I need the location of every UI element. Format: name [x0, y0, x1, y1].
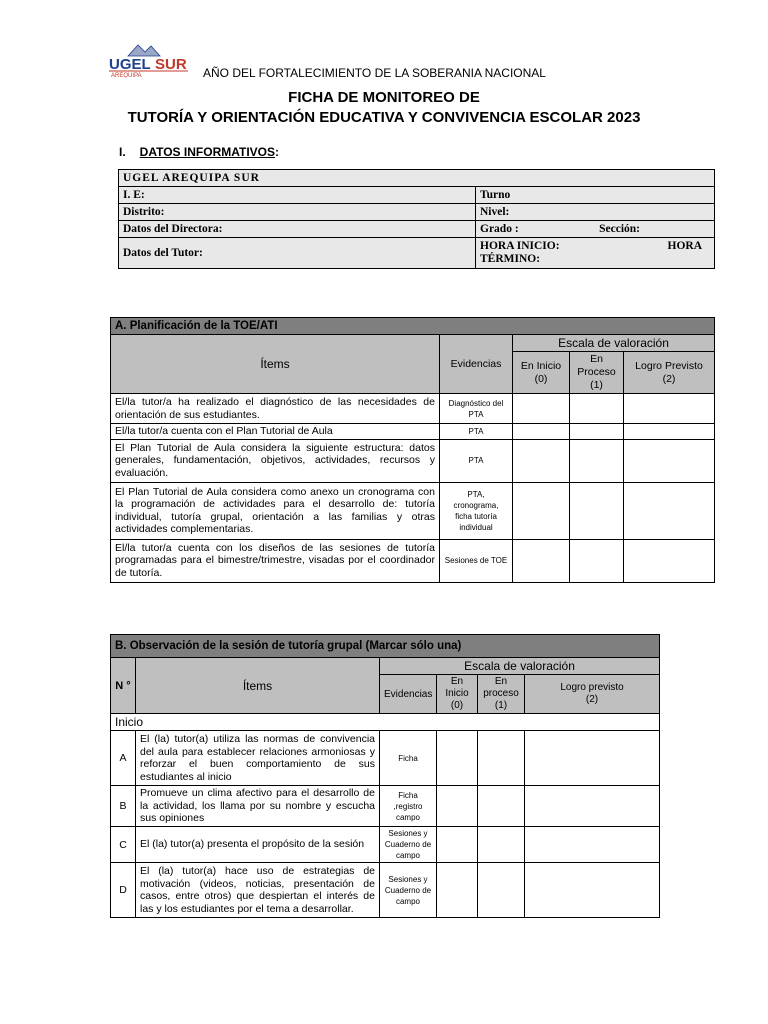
table-row: El/la tutor/a ha realizado el diagnóstico de las necesidades de orientación de sus estudiantes. Diagnóstico del PTA — [111, 394, 715, 424]
col-escala: Escala de valoración — [380, 658, 660, 675]
section-datos-informativos: I. DATOS INFORMATIVOS: — [119, 145, 280, 159]
observacion-table — [110, 634, 660, 918]
directora-field[interactable]: Datos del Directora: — [119, 221, 476, 238]
inicio-row: Inicio — [111, 714, 660, 731]
nivel-field[interactable]: Nivel: — [476, 204, 715, 221]
grado-label: Grado : — [480, 222, 519, 235]
check-cell[interactable] — [513, 424, 570, 440]
col-en-inicio: En Inicio (0) — [513, 352, 570, 394]
col-en-inicio: En Inicio (0) — [437, 675, 478, 714]
check-cell[interactable] — [525, 731, 660, 786]
check-cell[interactable] — [624, 539, 715, 582]
seccion-label: Sección: — [599, 222, 640, 235]
table-row: El/la tutor/a cuenta con el Plan Tutorial de Aula PTA — [111, 424, 715, 440]
grado-seccion-field[interactable] — [476, 221, 715, 238]
datos-informativos-table — [118, 169, 715, 269]
ie-field[interactable]: I. E: — [119, 187, 476, 204]
check-cell[interactable] — [525, 863, 660, 918]
table-row: A El (la) tutor(a) utiliza las normas de convivencia del aula para establecer relaciones armoniosas y reforzar el buen comportamiento de sus estudiantes al inicio Ficha — [111, 731, 660, 786]
ugel-cell: UGEL AREQUIPA SUR — [119, 170, 715, 187]
table-row: C El (la) tutor(a) presenta el propósito de la sesión Sesiones y Cuaderno de campo — [111, 827, 660, 863]
termino-label: TÉRMINO: — [480, 253, 541, 265]
col-en-proceso: En Proceso (1) — [570, 352, 624, 394]
document-title-line2: TUTORÍA Y ORIENTACIÓN EDUCATIVA Y CONVIVENCIA ESCOLAR 2023 — [127, 109, 641, 126]
check-cell[interactable] — [437, 786, 478, 827]
col-evidencias: Evidencias — [380, 675, 437, 714]
svg-text:UGEL: UGEL — [109, 56, 151, 73]
check-cell[interactable] — [624, 439, 715, 482]
planificacion-table — [110, 317, 715, 583]
check-cell[interactable] — [570, 482, 624, 539]
col-items: Ítems — [136, 658, 380, 714]
col-logro: Logro Previsto (2) — [624, 352, 715, 394]
col-logro: Logro previsto (2) — [525, 675, 660, 714]
table-row: El Plan Tutorial de Aula considera como anexo un cronograma con la programación de actividades para el desarrollo de: tutoría individual, tutoría grupal, orientación a las familias y otras actividades complementarias. PTA, cronograma, ficha tutoría individual — [111, 482, 715, 539]
section-label: DATOS INFORMATIVOS — [139, 145, 276, 159]
check-cell[interactable] — [624, 482, 715, 539]
table-row: El/la tutor/a cuenta con los diseños de las sesiones de tutoría programadas para el bimestre/trimestre, visadas por el coordinador de tutoría. Sesiones de TOE — [111, 539, 715, 582]
document-title-line1: FICHA DE MONITOREO DE — [288, 89, 480, 106]
col-numero: N ° — [111, 658, 136, 714]
col-en-proceso: En proceso (1) — [478, 675, 525, 714]
check-cell[interactable] — [570, 424, 624, 440]
section-number: I. — [119, 145, 126, 159]
check-cell[interactable] — [478, 863, 525, 918]
svg-text:AREQUIPA: AREQUIPA — [111, 73, 142, 78]
check-cell[interactable] — [624, 424, 715, 440]
table-row: B Promueve un clima afectivo para el desarrollo de la actividad, los llama por su nombre y escucha sus opiniones Ficha ,registro campo — [111, 786, 660, 827]
check-cell[interactable] — [437, 827, 478, 863]
col-escala: Escala de valoración — [513, 335, 715, 352]
check-cell[interactable] — [478, 786, 525, 827]
tutor-field[interactable]: Datos del Tutor: — [119, 238, 476, 269]
svg-text:SUR: SUR — [155, 56, 187, 73]
check-cell[interactable] — [478, 827, 525, 863]
hora-label: HORA — [667, 240, 702, 252]
check-cell[interactable] — [525, 786, 660, 827]
check-cell[interactable] — [437, 731, 478, 786]
distrito-field[interactable]: Distrito: — [119, 204, 476, 221]
check-cell[interactable] — [525, 827, 660, 863]
check-cell[interactable] — [437, 863, 478, 918]
check-cell[interactable] — [513, 439, 570, 482]
table-row: D El (la) tutor(a) hace uso de estrategias de motivación (videos, noticias, presentación de casos, entre otros) que despiertan el interés de las y los estudiantes por el tema a desarrollar. Sesiones y Cuaderno de campo — [111, 863, 660, 918]
table-b-title: B. Observación de la sesión de tutoría grupal (Marcar sólo una) — [111, 635, 660, 658]
col-items: Ítems — [111, 335, 440, 394]
turno-field[interactable]: Turno — [476, 187, 715, 204]
table-a-title: A. Planificación de la TOE/ATI — [111, 318, 715, 335]
check-cell[interactable] — [570, 394, 624, 424]
check-cell[interactable] — [570, 439, 624, 482]
col-evidencias: Evidencias — [440, 335, 513, 394]
hora-field[interactable] — [476, 238, 715, 269]
year-motto: AÑO DEL FORTALECIMIENTO DE LA SOBERANIA NACIONAL — [203, 66, 546, 80]
hora-inicio-label: HORA INICIO: — [480, 240, 560, 252]
table-row: El Plan Tutorial de Aula considera la siguiente estructura: datos generales, fundamentación, objetivos, actividades, recursos y evaluación. PTA — [111, 439, 715, 482]
check-cell[interactable] — [624, 394, 715, 424]
ugel-logo — [108, 42, 192, 78]
check-cell[interactable] — [570, 539, 624, 582]
check-cell[interactable] — [513, 482, 570, 539]
check-cell[interactable] — [513, 539, 570, 582]
check-cell[interactable] — [513, 394, 570, 424]
check-cell[interactable] — [478, 731, 525, 786]
